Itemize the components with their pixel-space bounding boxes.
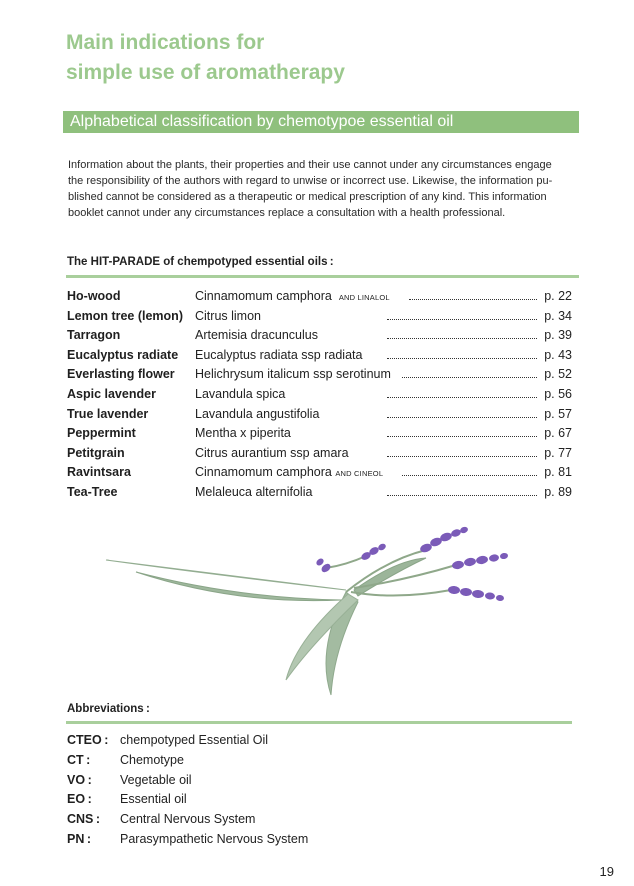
oil-common-name: Everlasting flower xyxy=(67,367,175,382)
oil-common-name: Petitgrain xyxy=(67,445,125,460)
oil-latin-name: Citrus aurantium ssp amara xyxy=(195,445,349,460)
abbreviation-row xyxy=(67,731,487,751)
abbreviation-row xyxy=(67,810,487,830)
oil-common-name: Tea-Tree xyxy=(67,484,118,499)
oil-page-ref: p. 52 xyxy=(544,367,572,382)
oil-row xyxy=(67,405,572,425)
oil-latin-name xyxy=(195,463,383,484)
oil-latin-name: Eucalyptus radiata ssp radiata xyxy=(195,347,363,362)
page-title xyxy=(66,28,345,88)
abbreviation-key: CT : xyxy=(67,752,91,767)
lavender-leaves xyxy=(106,558,426,695)
oil-row xyxy=(67,385,572,405)
oil-chemotype-note: AND CINEOL xyxy=(335,469,384,479)
oil-page-ref: p. 22 xyxy=(544,289,572,303)
disclaimer-line: Information about the plants, their properties and their use cannot under any circumstances engage xyxy=(68,159,552,171)
abbreviation-key: EO : xyxy=(67,792,92,807)
oil-common-name: Ravintsara xyxy=(67,465,131,480)
hit-parade-divider xyxy=(66,275,579,278)
oil-list xyxy=(67,287,572,503)
abbreviations-list xyxy=(67,731,487,850)
oil-row xyxy=(67,287,572,307)
abbreviation-key: CNS : xyxy=(67,812,101,827)
oil-page-ref: p. 43 xyxy=(544,347,572,362)
oil-common-name: True lavender xyxy=(67,406,149,421)
abbreviation-row xyxy=(67,751,487,771)
abbreviation-value: Central Nervous System xyxy=(120,812,256,827)
oil-row xyxy=(67,483,572,503)
oil-common-name: Peppermint xyxy=(67,426,136,441)
disclaimer-line: booklet cannot under any circumstances replace a consultation with a health professional. xyxy=(68,207,506,219)
dot-leader xyxy=(387,397,537,398)
oil-latin-name: Mentha x piperita xyxy=(195,426,291,441)
abbreviation-value: chempotyped Essential Oil xyxy=(120,733,268,747)
oil-latin-name: Artemisia dracunculus xyxy=(195,328,318,343)
abbreviation-value: Chemotype xyxy=(120,752,184,767)
oil-page-ref: p. 89 xyxy=(544,484,572,499)
oil-page-ref: p. 57 xyxy=(544,406,572,421)
oil-row xyxy=(67,326,572,346)
oil-latin-name: Lavandula spica xyxy=(195,386,286,401)
abbreviation-row xyxy=(67,830,487,850)
oil-row xyxy=(67,444,572,464)
oil-latin-name: Melaleuca alternifolia xyxy=(195,484,313,499)
oil-row xyxy=(67,346,572,366)
dot-leader xyxy=(387,417,537,418)
oil-common-name: Lemon tree (lemon) xyxy=(67,308,183,323)
oil-page-ref: p. 77 xyxy=(544,445,572,460)
hit-parade-heading: The HIT-PARADE of chempotyped essential oils : xyxy=(67,256,334,268)
oil-common-name: Eucalyptus radiate xyxy=(67,347,179,362)
page-title-line-1: Main indications for xyxy=(66,31,265,54)
oil-page-ref: p. 39 xyxy=(544,328,572,343)
oil-latin-name: Lavandula angustifolia xyxy=(195,406,320,421)
oil-latin-text: Cinnamomum camphora xyxy=(195,289,332,303)
abbreviations-heading: Abbreviations : xyxy=(67,703,150,715)
dot-leader xyxy=(387,456,537,457)
dot-leader xyxy=(402,475,537,476)
oil-common-name: Tarragon xyxy=(67,328,121,343)
oil-common-name: Aspic lavender xyxy=(67,386,156,401)
disclaimer-line: the responsibility of the authors with regard to unwise or incorrect use. Likewise, the information pu- xyxy=(68,175,553,187)
oil-latin-text: Cinnamomum camphora xyxy=(195,465,332,480)
oil-latin-name: Citrus limon xyxy=(195,308,261,323)
oil-page-ref: p. 67 xyxy=(544,426,572,441)
oil-latin-name xyxy=(195,287,390,308)
dot-leader xyxy=(387,358,537,359)
oil-common-name: Ho-wood xyxy=(67,289,121,303)
abbreviations-divider xyxy=(66,721,572,724)
page-number: 19 xyxy=(599,864,614,879)
dot-leader xyxy=(387,436,537,437)
oil-row xyxy=(67,463,572,483)
abbreviation-key: CTEO : xyxy=(67,733,109,747)
abbreviation-key: PN : xyxy=(67,831,92,846)
lavender-sprig-illustration xyxy=(96,520,536,700)
abbreviation-value: Parasympathetic Nervous System xyxy=(120,831,309,846)
abbreviation-row xyxy=(67,771,487,791)
oil-page-ref: p. 34 xyxy=(544,308,572,323)
oil-row xyxy=(67,365,572,385)
oil-page-ref: p. 81 xyxy=(544,465,572,480)
page-title-line-2: simple use of aromatherapy xyxy=(66,61,345,84)
section-banner: Alphabetical classification by chemotypoe essential oil xyxy=(63,111,579,133)
disclaimer-line: blished cannot be considered as a therapeutic or medical prescription of any kind. This information xyxy=(68,191,547,203)
dot-leader xyxy=(387,495,537,496)
oil-latin-name: Helichrysum italicum ssp serotinum xyxy=(195,367,391,382)
abbreviation-row xyxy=(67,790,487,810)
oil-chemotype-note: AND LINALOL xyxy=(338,293,390,302)
dot-leader xyxy=(387,338,537,339)
oil-row xyxy=(67,424,572,444)
oil-row xyxy=(67,307,572,327)
abbreviation-value: Vegetable oil xyxy=(120,772,192,787)
dot-leader xyxy=(402,377,537,378)
dot-leader xyxy=(409,299,537,300)
dot-leader xyxy=(387,319,537,320)
abbreviation-key: VO : xyxy=(67,772,92,787)
disclaimer-paragraph xyxy=(68,157,568,221)
abbreviation-value: Essential oil xyxy=(120,792,187,807)
oil-page-ref: p. 56 xyxy=(544,386,572,401)
